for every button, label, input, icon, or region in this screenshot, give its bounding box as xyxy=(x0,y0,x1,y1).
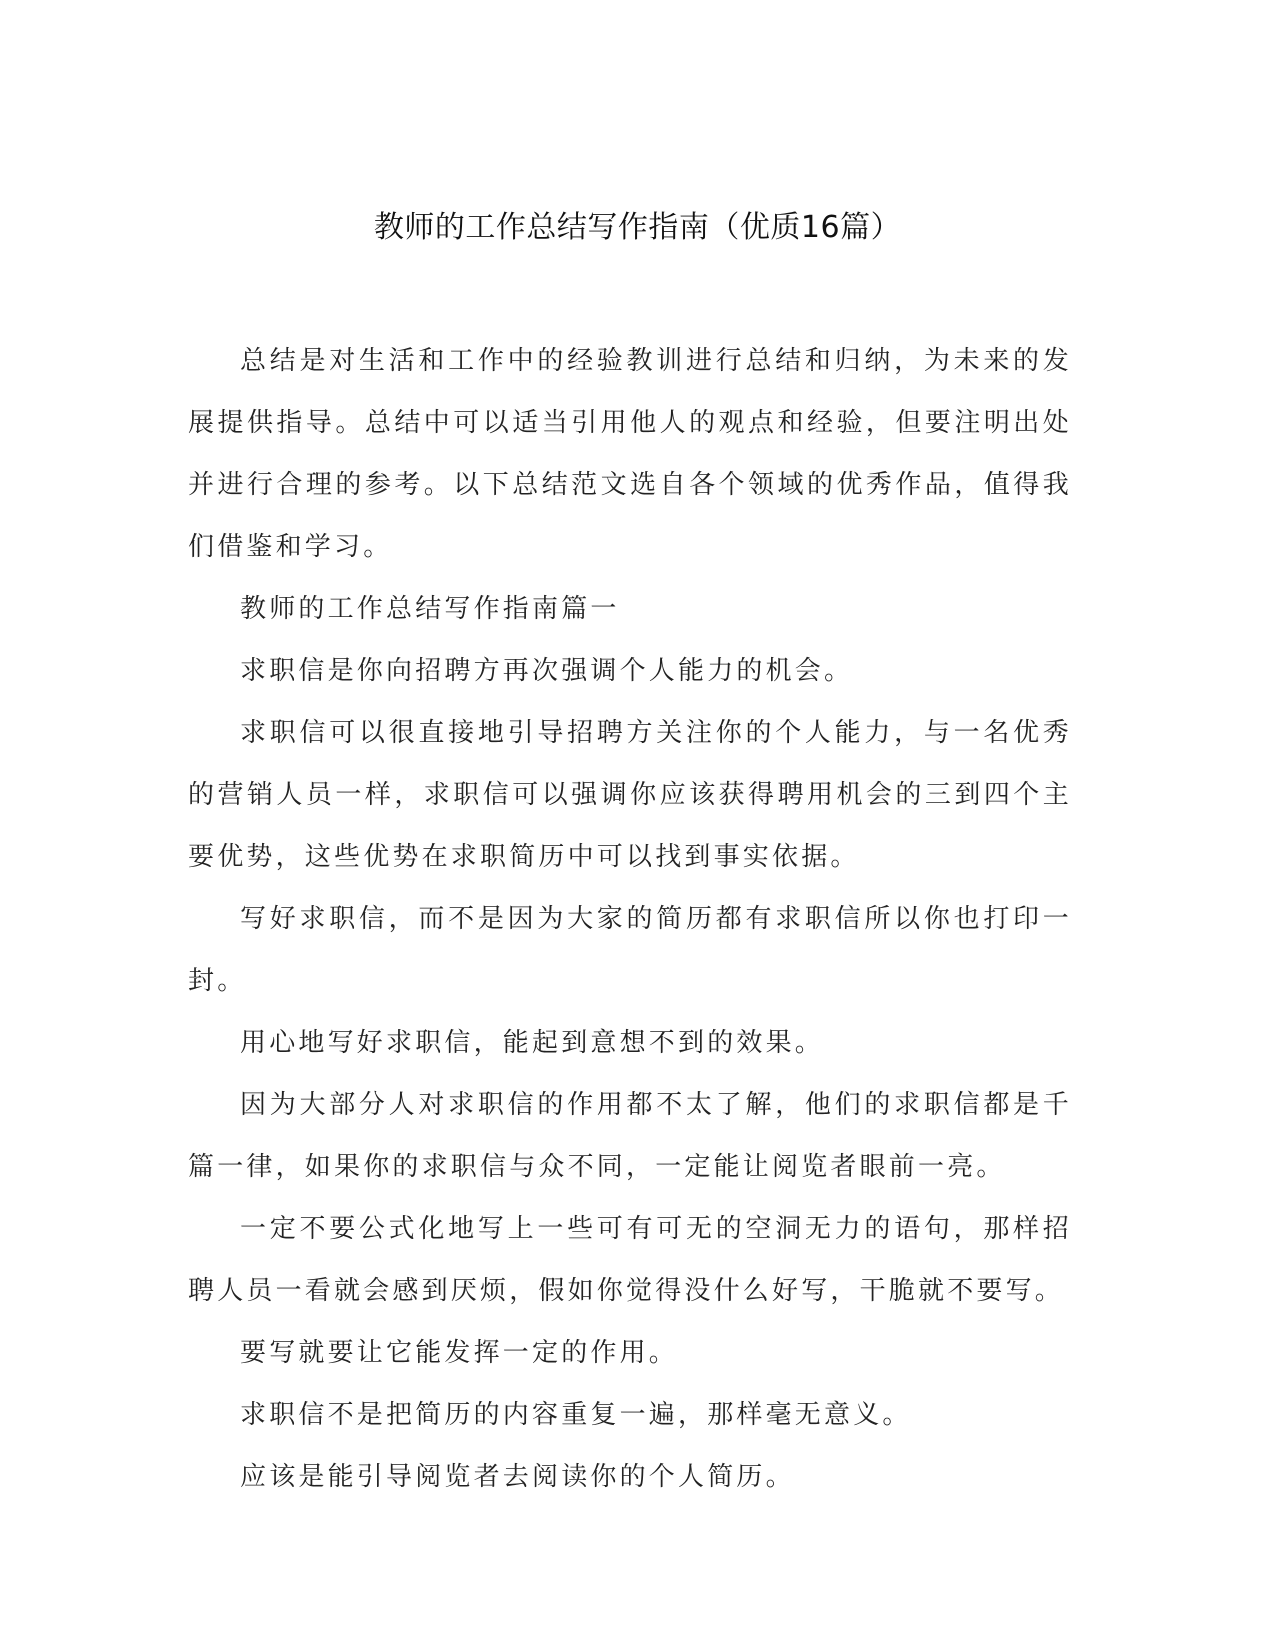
document-body xyxy=(188,330,1072,1508)
body-paragraph: 一定不要公式化地写上一些可有可无的空洞无力的语句，那样招聘人员一看就会感到厌烦，假如你觉得没什么好写，干脆就不要写。 xyxy=(188,1214,1072,1306)
body-paragraph: 因为大部分人对求职信的作用都不太了解，他们的求职信都是千篇一律，如果你的求职信与众不同，一定能让阅览者眼前一亮。 xyxy=(188,1090,1072,1182)
body-paragraph: 写好求职信，而不是因为大家的简历都有求职信所以你也打印一封。 xyxy=(188,904,1072,996)
intro-paragraph: 总结是对生活和工作中的经验教训进行总结和归纳，为未来的发展提供指导。总结中可以适当引用他人的观点和经验，但要注明出处并进行合理的参考。以下总结范文选自各个领域的优秀作品，值得我们借鉴和学习。 xyxy=(188,346,1072,562)
body-paragraph: 求职信可以很直接地引导招聘方关注你的个人能力，与一名优秀的营销人员一样，求职信可以强调你应该获得聘用机会的三到四个主要优势，这些优势在求职简历中可以找到事实依据。 xyxy=(188,718,1072,872)
body-paragraph: 求职信不是把简历的内容重复一遍，那样毫无意义。 xyxy=(240,1400,912,1430)
body-paragraph: 用心地写好求职信，能起到意想不到的效果。 xyxy=(240,1028,825,1058)
body-paragraph: 要写就要让它能发挥一定的作用。 xyxy=(240,1338,679,1368)
body-paragraph: 应该是能引导阅览者去阅读你的个人简历。 xyxy=(240,1462,795,1492)
body-paragraph: 求职信是你向招聘方再次强调个人能力的机会。 xyxy=(240,656,854,686)
document-title: 教师的工作总结写作指南（优质16篇） xyxy=(373,210,902,245)
section-heading: 教师的工作总结写作指南篇一 xyxy=(240,594,620,624)
